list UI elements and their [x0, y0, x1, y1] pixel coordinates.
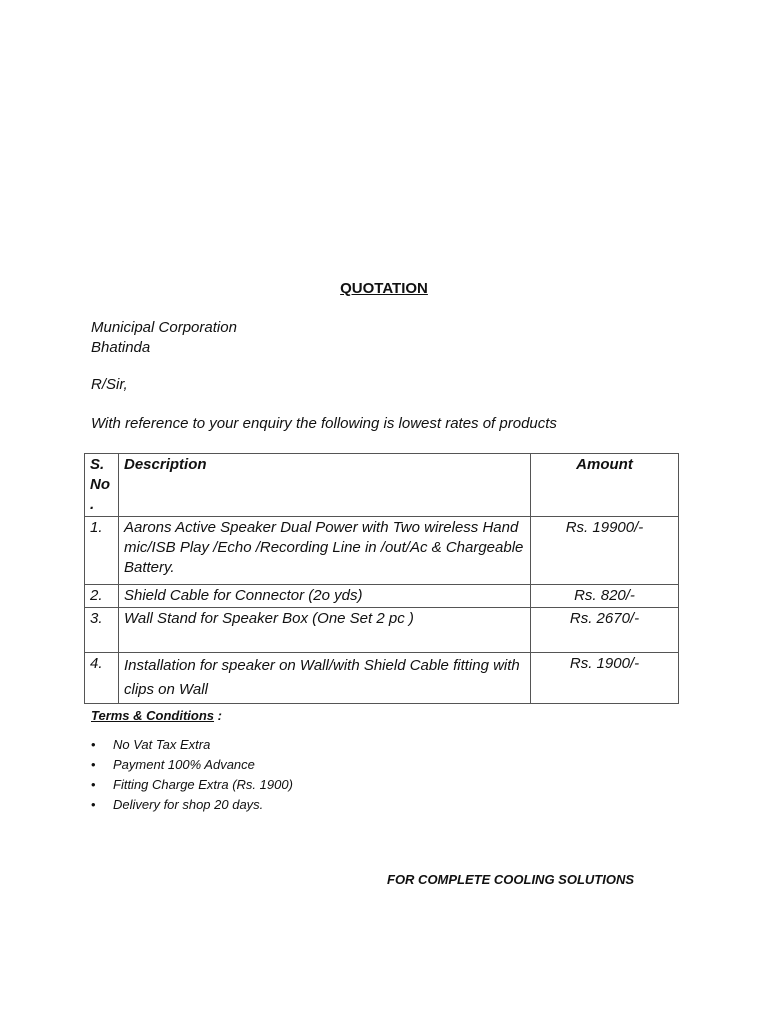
row-description: Wall Stand for Speaker Box (One Set 2 pc )	[119, 608, 531, 653]
address-line-2: Bhatinda	[91, 339, 151, 356]
row-sno: 2.	[85, 585, 119, 608]
salutation: R/Sir,	[91, 376, 128, 393]
row-sno: 3.	[85, 608, 119, 653]
terms-list	[91, 735, 293, 815]
list-item	[91, 775, 293, 795]
header-sno: S. No .	[85, 454, 119, 517]
term-text: Fitting Charge Extra (Rs. 1900)	[113, 777, 293, 792]
row-amount: Rs. 1900/-	[531, 653, 679, 704]
closing-signature: FOR COMPLETE COOLING SOLUTIONS	[387, 872, 634, 887]
quotation-table	[84, 453, 679, 704]
list-item	[91, 755, 293, 775]
term-text: Delivery for shop 20 days.	[113, 797, 264, 812]
term-text: No Vat Tax Extra	[113, 737, 211, 752]
table-header-row	[85, 454, 679, 517]
document-title: QUOTATION	[340, 280, 428, 297]
terms-heading	[91, 708, 222, 723]
term-text: Payment 100% Advance	[113, 757, 255, 772]
row-sno: 4.	[85, 653, 119, 704]
address-line-1: Municipal Corporation	[91, 319, 237, 336]
bullet-icon: •	[91, 757, 96, 772]
terms-heading-colon: :	[214, 708, 222, 723]
list-item	[91, 735, 293, 755]
header-amount: Amount	[531, 454, 679, 517]
row-amount: Rs. 19900/-	[531, 517, 679, 585]
terms-heading-text: Terms & Conditions	[91, 708, 215, 723]
row-description: Installation for speaker on Wall/with Shield Cable fitting with clips on Wall	[119, 653, 531, 704]
bullet-icon: •	[91, 737, 96, 752]
table-row	[85, 585, 679, 608]
table-row	[85, 517, 679, 585]
header-description: Description	[119, 454, 531, 517]
list-item	[91, 795, 293, 815]
intro-text: With reference to your enquiry the following is lowest rates of products	[91, 415, 557, 432]
table-row	[85, 653, 679, 704]
table-row	[85, 608, 679, 653]
row-amount: Rs. 2670/-	[531, 608, 679, 653]
bullet-icon: •	[91, 797, 96, 812]
row-sno: 1.	[85, 517, 119, 585]
row-description: Shield Cable for Connector (2o yds)	[119, 585, 531, 608]
row-description: Aarons Active Speaker Dual Power with Two wireless Hand mic/ISB Play /Echo /Recording Line in /out/Ac & Chargeable Battery.	[119, 517, 531, 585]
bullet-icon: •	[91, 777, 96, 792]
recipient-address	[91, 318, 237, 358]
row-amount: Rs. 820/-	[531, 585, 679, 608]
